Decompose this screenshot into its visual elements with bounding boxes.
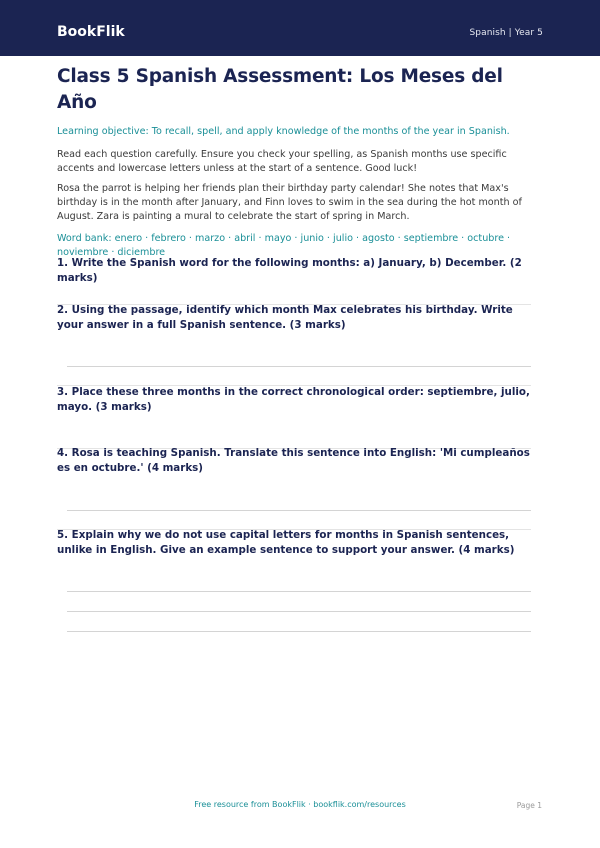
learning-objective: Learning objective: To recall, spell, and apply knowledge of the months of the year in Spanish.: [57, 126, 510, 137]
question-5: 5. Explain why we do not use capital letters for months in Spanish sentences, unlike in English. Give an example sentence to support your answer. (4 marks): [57, 529, 515, 556]
page-title: Class 5 Spanish Assessment: Los Meses del Año: [57, 66, 503, 113]
answer-line: [67, 631, 531, 632]
page-header: [0, 0, 600, 56]
answer-line: [67, 591, 531, 592]
document-body: [57, 64, 542, 260]
word-bank: Word bank: enero · febrero · marzo · abril · mayo · junio · julio · agosto · septiembre · octubre · noviembre · diciembre: [57, 233, 511, 258]
answer-line: [67, 611, 531, 612]
answer-line: [67, 366, 531, 367]
instructions: Read each question carefully. Ensure you check your spelling, as Spanish months use specific accents and lowercase letters unless at the start of a sentence. Good luck!: [57, 149, 507, 174]
reading-passage: Rosa the parrot is helping her friends plan their birthday party calendar! She notes that Max's birthday is in the month after January, and Finn loves to swim in the sea during the hot month of August. Zara is painting a mural to celebrate the start of spring in March.: [57, 183, 522, 222]
page-number: Page 1: [516, 801, 542, 810]
question-1: 1. Write the Spanish word for the following months: a) January, b) December. (2 marks): [57, 257, 522, 284]
footer-source: Free resource from BookFlik · bookflik.com/resources: [194, 800, 406, 809]
question-2: 2. Using the passage, identify which month Max celebrates his birthday. Write your answer in a full Spanish sentence. (3 marks): [57, 304, 513, 331]
question-4: 4. Rosa is teaching Spanish. Translate this sentence into English: 'Mi cumpleaños es en octubre.' (4 marks): [57, 447, 530, 474]
brand-logo: BookFlik: [57, 24, 125, 40]
answer-line: [67, 510, 531, 511]
subject-year-label: Spanish | Year 5: [469, 28, 543, 38]
question-3: 3. Place these three months in the correct chronological order: septiembre, julio, mayo. (3 marks): [57, 386, 530, 413]
